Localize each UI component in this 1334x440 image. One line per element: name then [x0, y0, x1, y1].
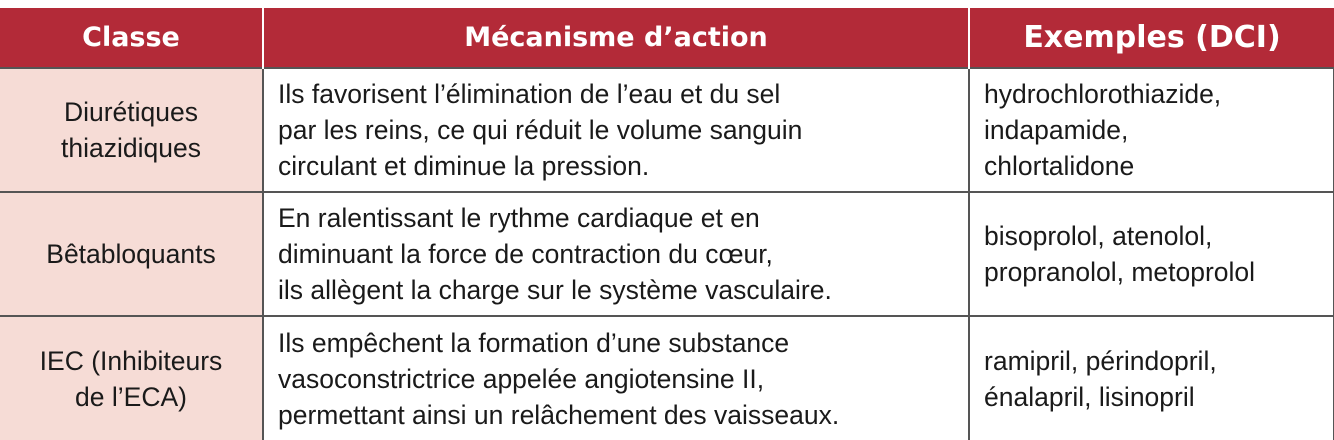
table-row: [0, 316, 1334, 440]
table-header: [0, 8, 1334, 68]
cell-classe: IEC (Inhibiteurs de l’ECA): [0, 316, 263, 440]
cell-mecanisme: En ralentissant le rythme cardiaque et en diminuant la force de contraction du cœur, ils allègent la charge sur le système vasculaire.: [263, 192, 969, 316]
table-row: [0, 68, 1334, 192]
table-wrapper: [0, 8, 1334, 440]
header-mecanisme: Mécanisme d’action: [263, 8, 969, 68]
antihypertensive-drug-table: [0, 8, 1334, 440]
cell-exemples: hydrochlorothiazide, indapamide, chlortalidone: [969, 68, 1334, 192]
cell-exemples: ramipril, périndopril, énalapril, lisinopril: [969, 316, 1334, 440]
cell-mecanisme: Ils favorisent l’élimination de l’eau et du sel par les reins, ce qui réduit le volume sanguin circulant et diminue la pression.: [263, 68, 969, 192]
cell-mecanisme: Ils empêchent la formation d’une substance vasoconstrictrice appelée angiotensine II, permettant ainsi un relâchement des vaisseaux.: [263, 316, 969, 440]
cell-classe: Diurétiques thiazidiques: [0, 68, 263, 192]
cell-classe: Bêtabloquants: [0, 192, 263, 316]
table-row: [0, 192, 1334, 316]
cell-exemples: bisoprolol, atenolol, propranolol, metoprolol: [969, 192, 1334, 316]
header-classe: Classe: [0, 8, 263, 68]
table-body: [0, 68, 1334, 440]
header-row: [0, 8, 1334, 68]
header-exemples: Exemples (DCI): [969, 8, 1334, 68]
